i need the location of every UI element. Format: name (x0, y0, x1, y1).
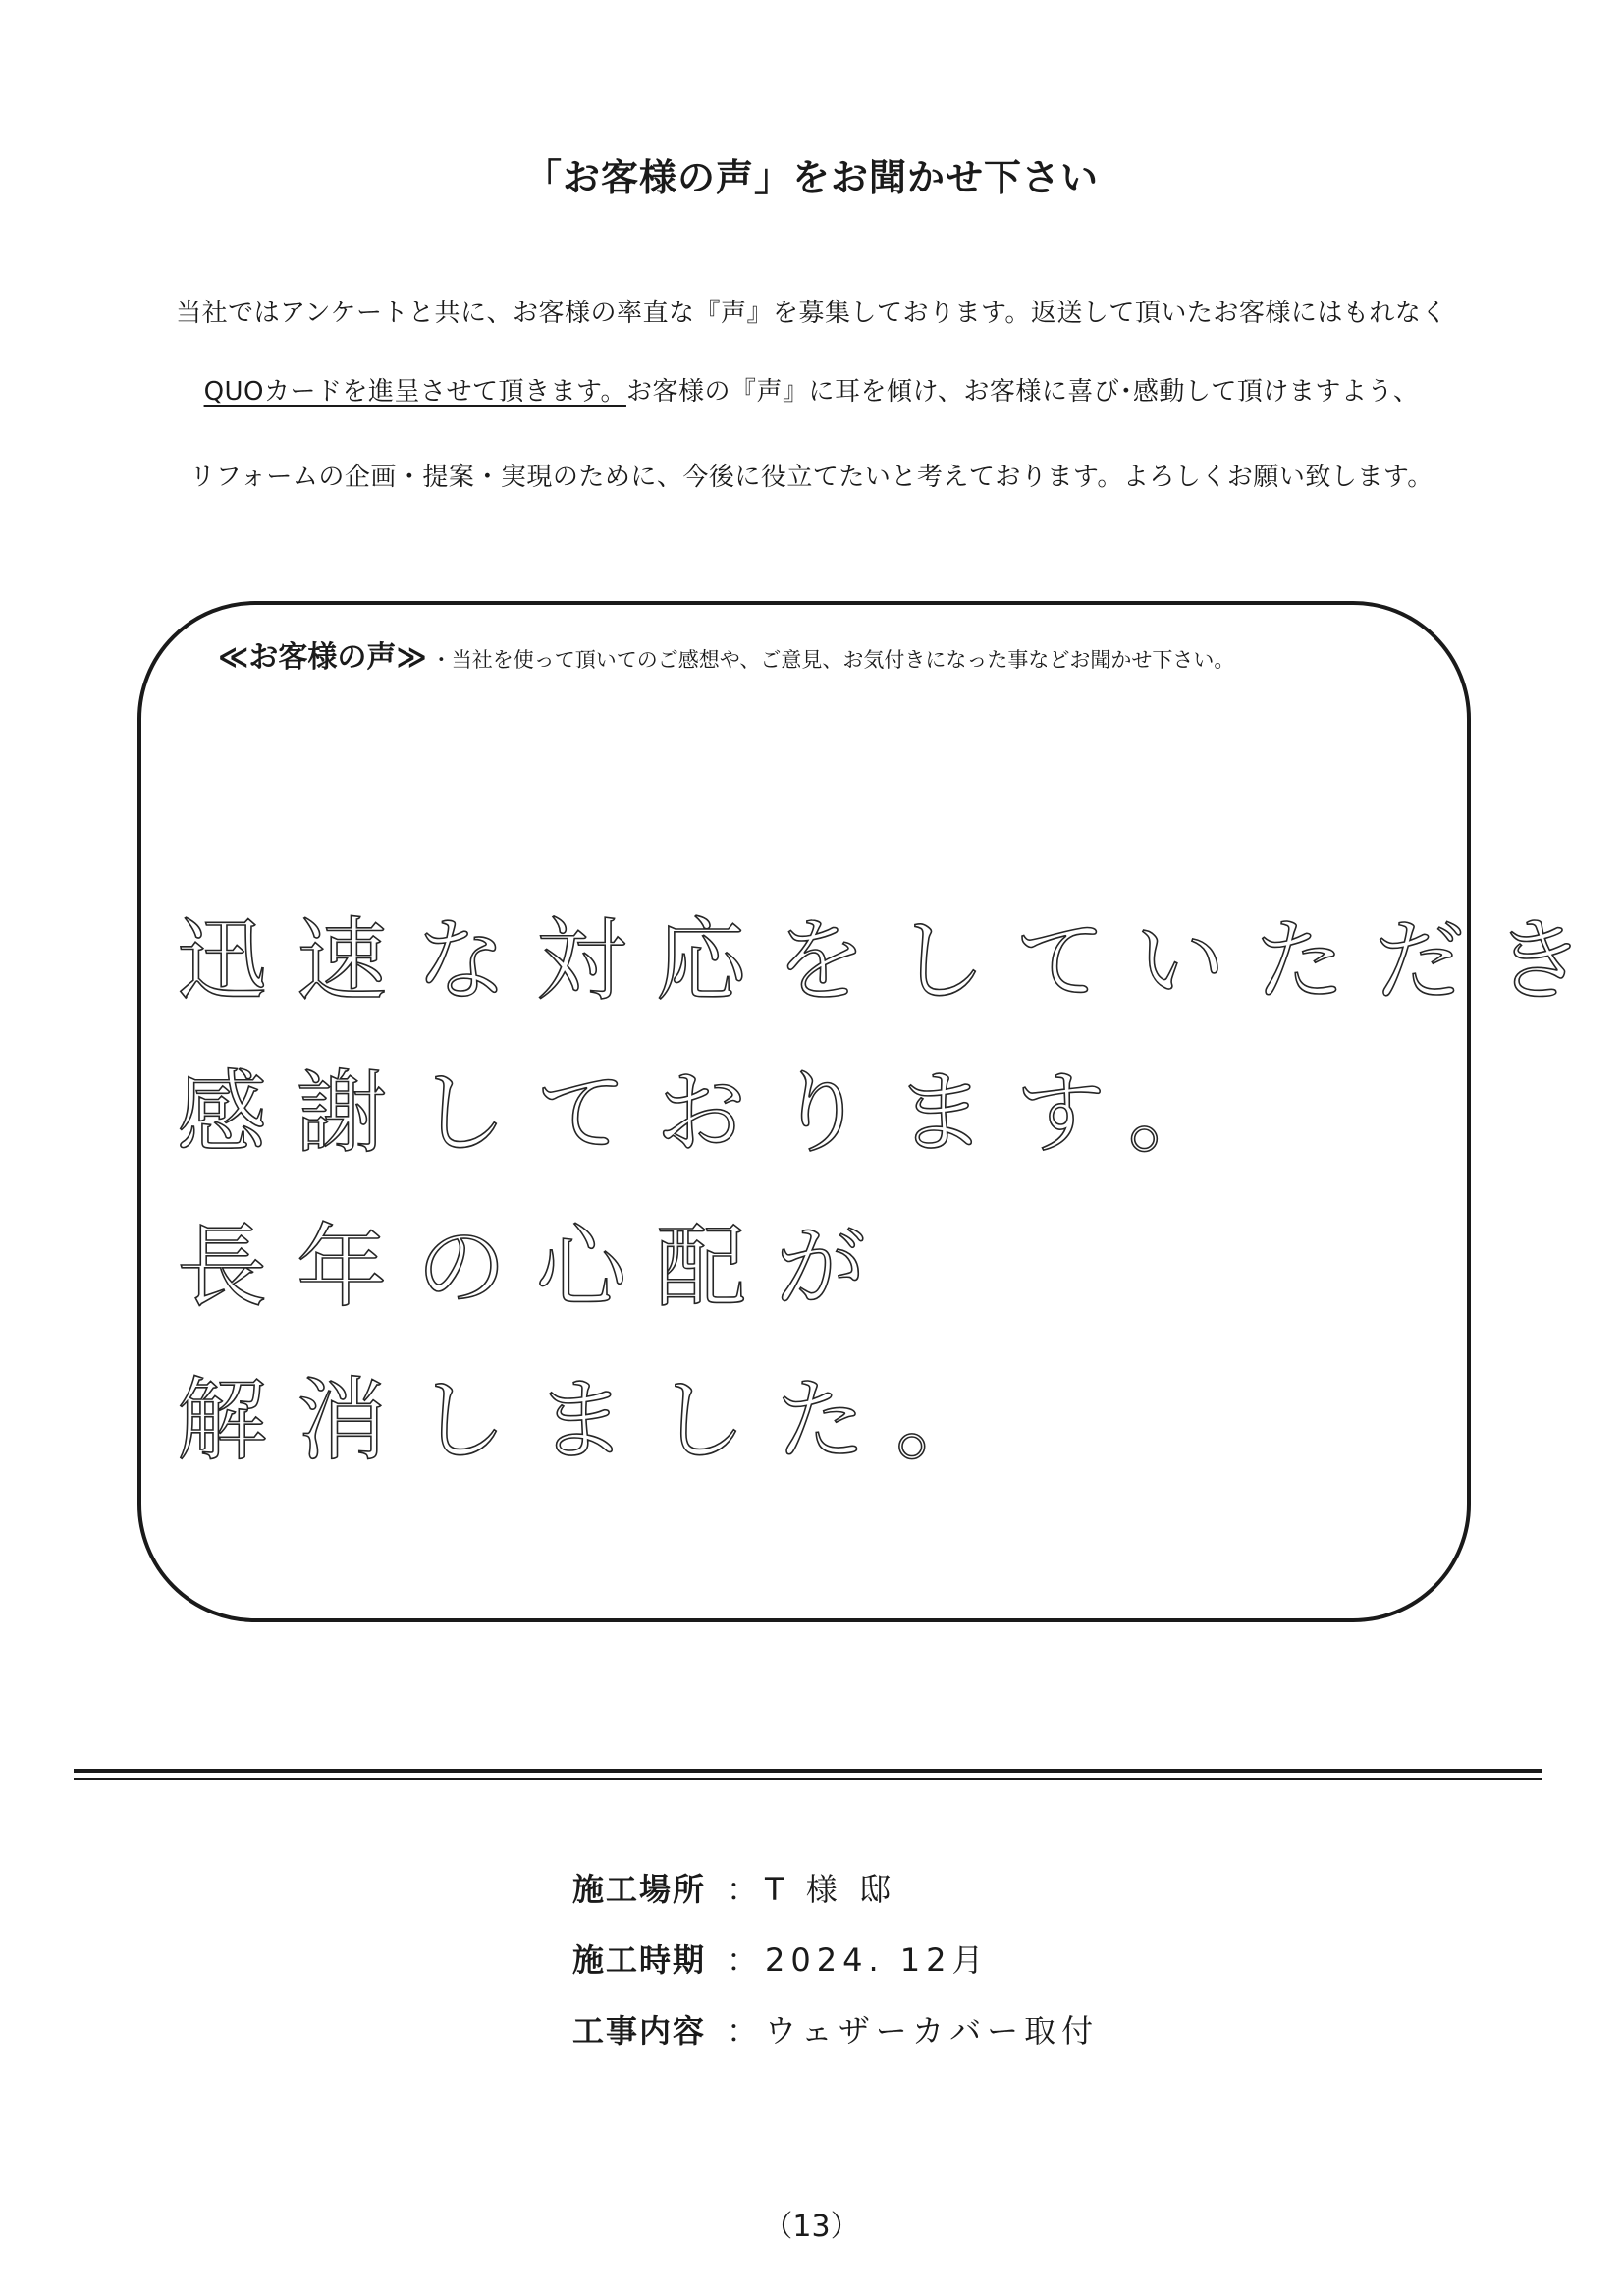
info-row-work (572, 2006, 1099, 2051)
info-label: 施工場所 (572, 1871, 707, 1908)
info-label: 工事内容 (572, 2012, 707, 2050)
handwritten-line-1: 迅速な対応をしていただき (177, 908, 1615, 1013)
info-label: 施工時期 (572, 1941, 707, 1979)
info-row-location (572, 1865, 896, 1910)
info-row-period (572, 1936, 990, 1981)
voice-box-prompt: ・当社を使って頂いてのご感想や、ご意見、お気付きになった事などお聞かせ下さい。 (430, 648, 1235, 672)
voice-box-title: ≪お客様の声≫ (218, 640, 427, 675)
intro-line-1: 当社ではアンケートと共に、お客様の率直な『声』を募集しております。返送して頂いたお客様にはもれなく (176, 299, 1447, 328)
intro-line-2-rest: お客様の『声』に耳を傾け、お客様に喜び･感動して頂けますよう、 (625, 377, 1420, 407)
info-separator: ： (726, 1871, 758, 1908)
page-number: （13） (763, 2210, 860, 2244)
quo-card-notice: QUOカードを進呈させて頂きます。 (203, 377, 626, 407)
divider-line-thick (74, 1769, 1542, 1773)
page-title: 「お客様の声」をお聞かせ下さい (523, 156, 1099, 199)
intro-line-3: リフォームの企画・提案・実現のために、今後に役立てたいと考えております。よろしくお願い致します。 (189, 463, 1434, 492)
info-value: 2024. 12月 (765, 1941, 990, 1979)
handwritten-line-4: 解消しました。 (177, 1368, 1016, 1473)
info-separator: ： (726, 1941, 758, 1979)
handwritten-line-3: 長年の心配が (177, 1215, 896, 1320)
info-separator: ： (726, 2012, 758, 2050)
handwritten-line-2: 感謝しております。 (177, 1061, 1248, 1166)
info-value: ウェザーカバー取付 (765, 2012, 1100, 2050)
divider-line-thin (74, 1778, 1542, 1780)
info-value: T 様 邸 (765, 1871, 896, 1908)
